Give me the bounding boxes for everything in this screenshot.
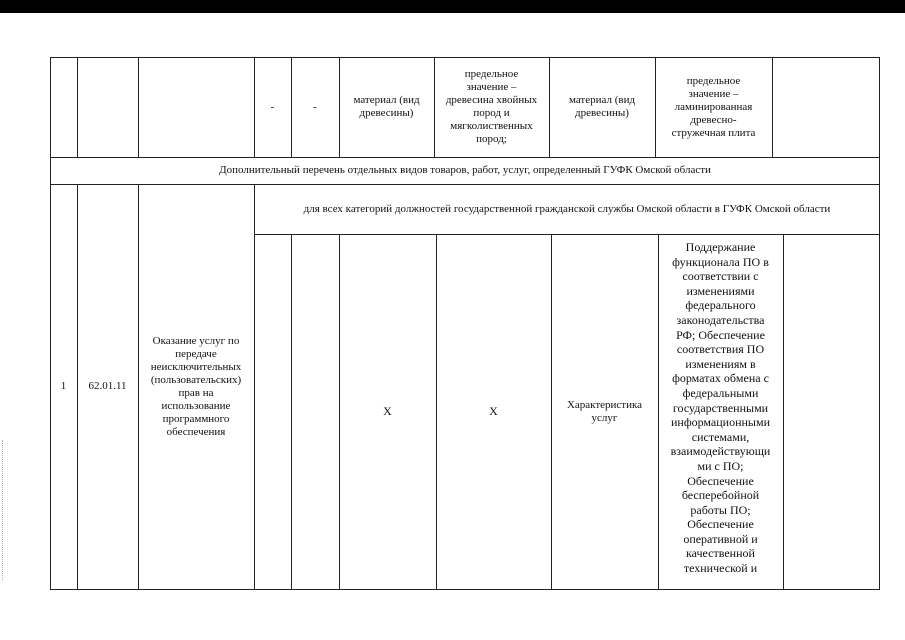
item-characteristic-label: Характеристика услуг [566, 398, 643, 424]
table-rule [291, 234, 292, 589]
top-row-limit-value-2: предельное значение – ламинированная древесно- стружечная плита [671, 74, 756, 139]
table-rule [138, 57, 139, 157]
item-number: 1 [60, 380, 67, 392]
top-row-material-label: материал (вид древесины) [353, 94, 420, 119]
scan-edge-specks [2, 440, 5, 580]
top-row-col5-value: - [313, 100, 317, 113]
top-row-limit-value: предельное значение – древесина хвойных пород и мягколиственных пород; [445, 68, 538, 145]
table-rule [50, 589, 880, 590]
top-row-col4-value: - [270, 100, 275, 113]
table-rule [254, 184, 255, 589]
table-rule [783, 234, 784, 589]
item-name: Оказание услуг по передаче неисключительных (пользовательских) прав на использование программного обеспечения [150, 334, 242, 438]
table-rule [879, 57, 880, 589]
scan-top-border [0, 0, 905, 13]
item-col6-value: X [383, 404, 392, 419]
table-rule [772, 57, 773, 157]
table-rule [77, 57, 78, 157]
top-row-material-label-2: материал (вид древесины) [568, 94, 636, 119]
category-header: для всех категорий должностей государственной гражданской службы Омской области в ГУФК Омской области [303, 202, 831, 215]
section-header: Дополнительный перечень отдельных видов товаров, работ, услуг, определенный ГУФК Омской области [219, 164, 711, 176]
item-characteristic-value: Поддержание функционала ПО в соответствии с изменениями федерального законодательства РФ; Обеспечение соответствия ПО изменениям в форматах обмена с федеральными государственными информационными системами, взаимодействующи ми с ПО; Обеспечение бесперебойной работы ПО; Обеспечение оперативной и качественной технической и [670, 240, 771, 576]
item-col7-value: X [489, 404, 498, 419]
item-code: 62.01.11 [88, 380, 127, 392]
